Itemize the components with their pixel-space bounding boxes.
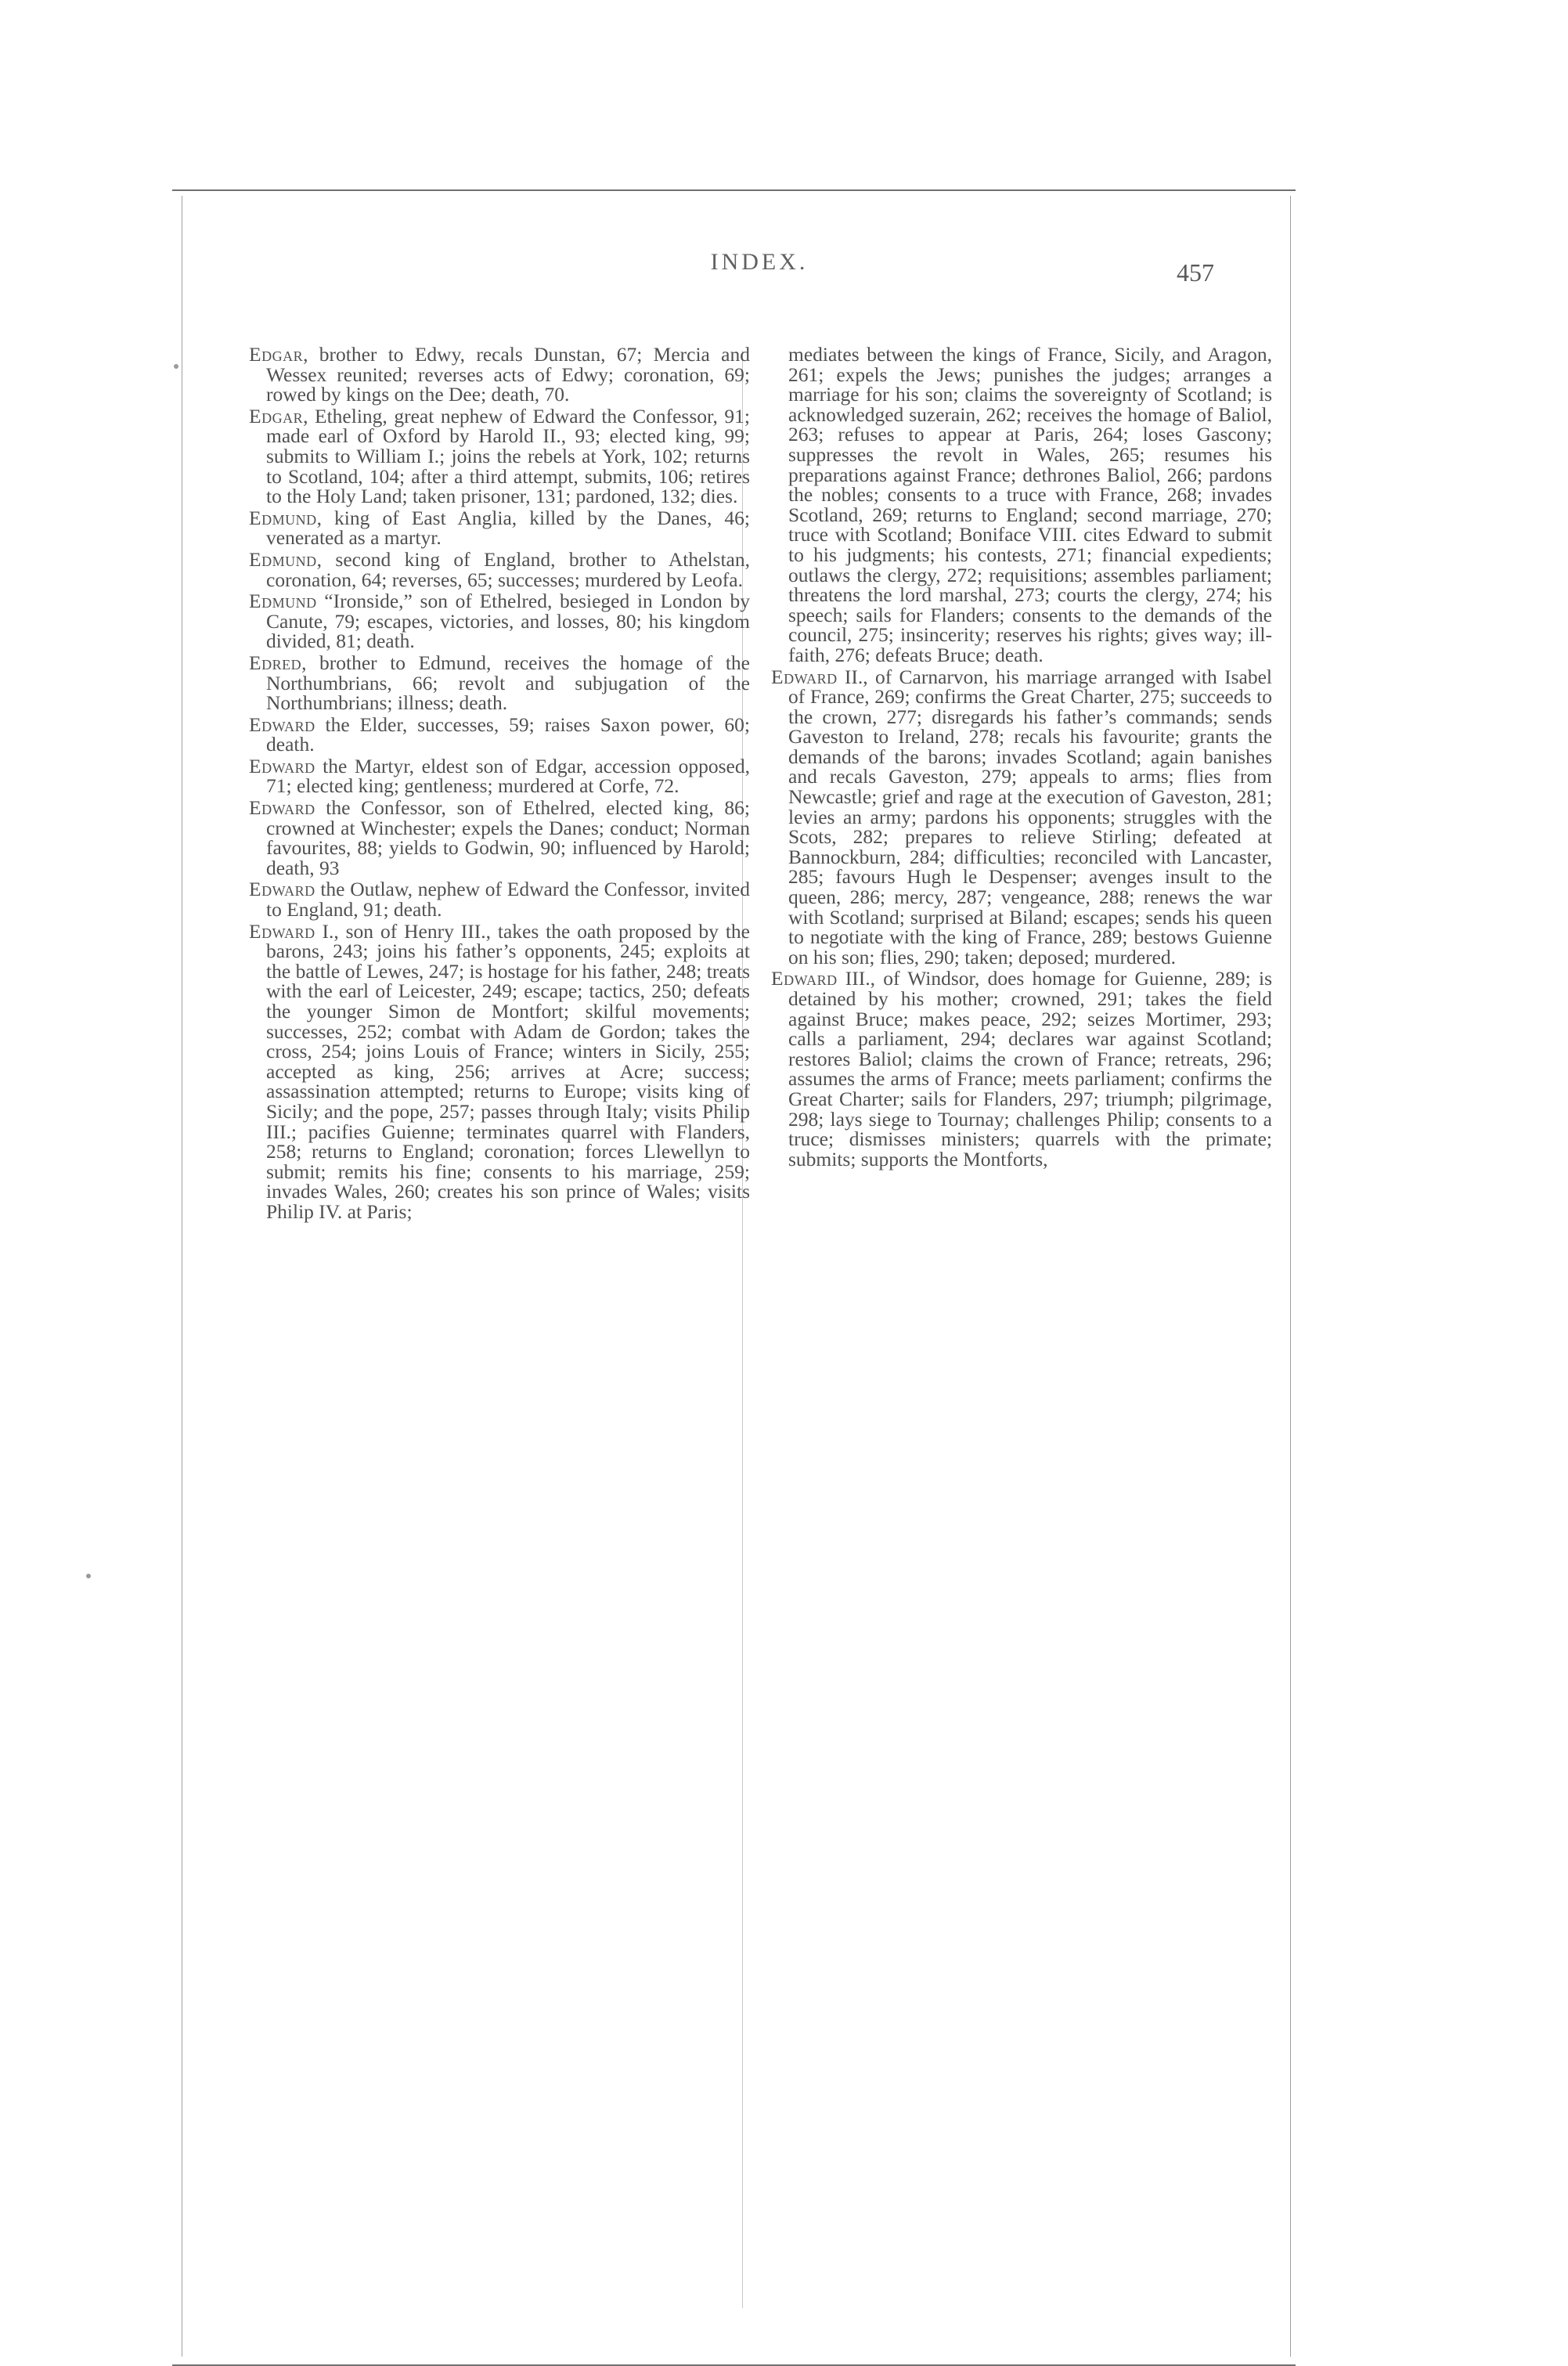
index-entry: [771, 968, 1272, 1169]
index-entry-text: , brother to Edwy, recals Dunstan, 67; Mercia and Wessex reunited; reverses acts of Edwy; coronation, 69; rowed by kings on the Dee; death, 70.: [266, 343, 750, 406]
index-entry: [249, 653, 750, 713]
index-entry-heading: Edward: [771, 665, 838, 688]
index-entry-text: the Elder, successes, 59; raises Saxon power, 60; death.: [266, 712, 750, 756]
index-entry-heading: Edward: [249, 712, 315, 736]
index-entry: [249, 919, 750, 1223]
index-entry-heading: Edmund: [249, 590, 317, 613]
index-entry-heading: Edmund: [249, 506, 317, 529]
index-entry-heading: Edward: [249, 754, 315, 777]
index-entry: [771, 344, 1272, 665]
index-entry-heading: Edward: [249, 919, 315, 943]
index-entry-heading: Edward: [249, 796, 315, 820]
page-title: INDEX.: [710, 249, 809, 275]
index-entry-heading: Edred: [249, 651, 302, 674]
scan-speck: [174, 364, 178, 369]
page-header: [0, 249, 1568, 288]
scan-speck: [86, 1574, 91, 1578]
index-entry-text: II., of Carnarvon, his marriage arranged with Isabel of France, 269; confirms the Great Charter, 275; succeeds to the crown, 277; disregards his father’s commands; sends Gaveston to Ireland, 278; recals his favourite; grants the demands of the barons; invades Scotland; again banishes and recals Gaveston, 279; appeals to arms; flies from Newcastle; grief and rage at the execution of Gaveston, 281; levies an army; pardons his opponents; struggles with the Scots, 282; prepares to relieve Stirling; defeated at Bannockburn, 284; difficulties; reconciled with Lancaster, 285; favours Hugh le Despenser; avenges insult to the queen, 286; mercy, 287; vengeance, 288; renews the war with Scotland; surprised at Biland; escapes; sends his queen to negotiate with the king of France, 289; bestows Guienne on his son; flies, 290; taken; deposed; murdered.: [788, 665, 1272, 968]
index-entry: [249, 508, 750, 548]
index-entry: [249, 547, 750, 591]
index-entry: [249, 798, 750, 878]
index-entry-text: III., of Windsor, does homage for Guienne, 289; is detained by his mother; crowned, 291; takes the field against Bruce; makes peace, 292; seizes Mortimer, 293; calls a parliament, 294; declares war against Scotland; restores Baliol; claims the crown of France; retreats, 296; assumes the arms of France; meets parliament; confirms the Great Charter; sails for Flanders, 297; triumph; pilgrimage, 298; lays siege to Tournay; challenges Philip; consents to a truce; dismisses ministers; quarrels with the primate; submits; supports the Montforts,: [788, 967, 1272, 1170]
frame-right-rule: [1290, 196, 1291, 2357]
index-entry-text: , Etheling, great nephew of Edward the Confessor, 91; made earl of Oxford by Harold II., 93; elected king, 99; submits to William I.; joins the rebels at York, 102; returns to Scotland, 104; after a third attempt, submits, 106; retires to the Holy Land; taken prisoner, 131; pardoned, 132; dies.: [266, 404, 750, 508]
index-entry-text: the Outlaw, nephew of Edward the Confessor, invited to England, 91; death.: [266, 878, 750, 922]
index-entry: [249, 591, 750, 651]
index-entry-heading: Edward: [249, 878, 315, 901]
index-entry-text: , second king of England, brother to Athelstan, coronation, 64; reverses, 65; successes; murdered by Leofa.: [266, 547, 750, 591]
index-entry-text: mediates between the kings of France, Sicily, and Aragon, 261; expels the Jews; punishes the judges; arranges a marriage for his son; claims the sovereignty of Scotland; is acknowledged suzerain, 262; receives the homage of Baliol, 263; refuses to appear at Paris, 264; loses Gascony; suppresses the revolt in Wales, 265; resumes his preparations against France; dethrones Baliol, 266; pardons the nobles; consents to a truce with France, 268; invades Scotland, 269; returns to England; second marriage, 270; truce with Scotland; Boniface VIII. cites Edward to submit to his judgments; his contests, 271; financial expedients; outlaws the clergy, 272; requisitions; assembles parliament; threatens the lord marshal, 273; courts the clergy, 274; his speech; sails for Flanders; consents to the demands of the council, 275; insincerity; reserves his rights; gives way; ill-faith, 276; defeats Bruce; death.: [788, 343, 1272, 666]
index-entry-heading: Edgar: [249, 404, 304, 427]
index-column-left: [249, 344, 750, 1224]
index-column-right: [771, 344, 1272, 1170]
index-entry-text: , king of East Anglia, killed by the Danes, 46; venerated as a martyr.: [266, 506, 750, 550]
index-entry-text: “Ironside,” son of Ethelred, besieged in London by Canute, 79; escapes, victories, and losses, 80; his kingdom divided, 81; death.: [266, 590, 750, 653]
index-entry: [249, 344, 750, 405]
index-entry-text: , brother to Edmund, receives the homage of the Northumbrians, 66; revolt and subjugation of the Northumbrians; illness; death.: [266, 651, 750, 715]
index-entry: [249, 406, 750, 507]
index-entry-text: I., son of Henry III., takes the oath proposed by the barons, 243; joins his father’s opponents, 245; exploits at the battle of Lewes, 247; is hostage for his father, 248; treats with the earl of Leicester, 249; escape; tactics, 250; defeats the younger Simon de Montfort; skilful movements; successes, 252; combat with Adam de Gordon; takes the cross, 254; joins Louis of France; winters in Sicily, 255; accepted as king, 256; arrives at Acre; success; assassination attempted; returns to Europe; visits king of Sicily; and the pope, 257; passes through Italy; visits Philip III.; pacifies Guienne; terminates quarrel with Flanders, 258; returns to England; coronation; forces Llewellyn to submit; remits his fine; consents to his marriage, 259; invades Wales, 260; creates his son prince of Wales; visits Philip IV. at Paris;: [266, 919, 750, 1223]
frame-top-rule: [172, 189, 1296, 191]
index-entry-heading: Edmund: [249, 547, 317, 571]
index-entry-text: the Confessor, son of Ethelred, elected king, 86; crowned at Winchester; expels the Danes; conduct; Norman favourites, 88; yields to Godwin, 90; influenced by Harold; death, 93: [266, 796, 750, 879]
index-entry-heading: Edward: [771, 967, 838, 990]
index-entry: [771, 667, 1272, 968]
index-entry-heading: Edgar: [249, 343, 304, 366]
index-entry: [249, 712, 750, 756]
index-entry-text: the Martyr, eldest son of Edgar, accession opposed, 71; elected king; gentleness; murdered at Corfe, 72.: [266, 754, 750, 798]
index-entry: [249, 756, 750, 796]
page-number: 457: [1177, 258, 1214, 287]
index-entry: [249, 878, 750, 922]
